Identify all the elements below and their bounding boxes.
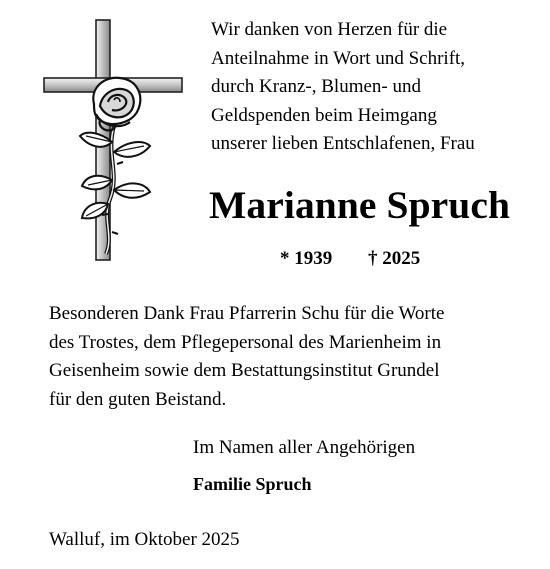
death-year: † 2025 <box>368 248 421 269</box>
thanks-line: für den guten Beistand. <box>49 388 227 410</box>
deceased-name: Marianne Spruch <box>209 183 511 227</box>
birth-year: * 1939 <box>280 248 333 269</box>
intro-text <box>211 16 475 159</box>
intro-line: durch Kranz-, Blumen- und <box>211 76 421 97</box>
place-date: Walluf, im Oktober 2025 <box>49 529 240 550</box>
intro-line: Anteilnahme in Wort und Schrift, <box>211 47 466 69</box>
intro-line: Geldspenden beim Heimgang <box>211 104 437 126</box>
intro-line: Wir danken von Herzen für die <box>211 19 448 40</box>
thanks-line: Besonderen Dank Frau Pfarrerin Schu für die Worte <box>49 303 445 324</box>
thanks-text <box>49 300 444 414</box>
cross-with-rose-icon <box>40 14 185 264</box>
thanks-line: Geisenheim sowie dem Bestattungsinstitut Grundel <box>49 360 440 381</box>
signoff-line: Im Namen aller Angehörigen <box>193 437 416 458</box>
family-signature: Familie Spruch <box>193 474 312 494</box>
thanks-line: des Trostes, dem Pflegepersonal des Marienheim in <box>49 331 442 353</box>
intro-line: unserer lieben Entschlafenen, Frau <box>211 133 475 154</box>
